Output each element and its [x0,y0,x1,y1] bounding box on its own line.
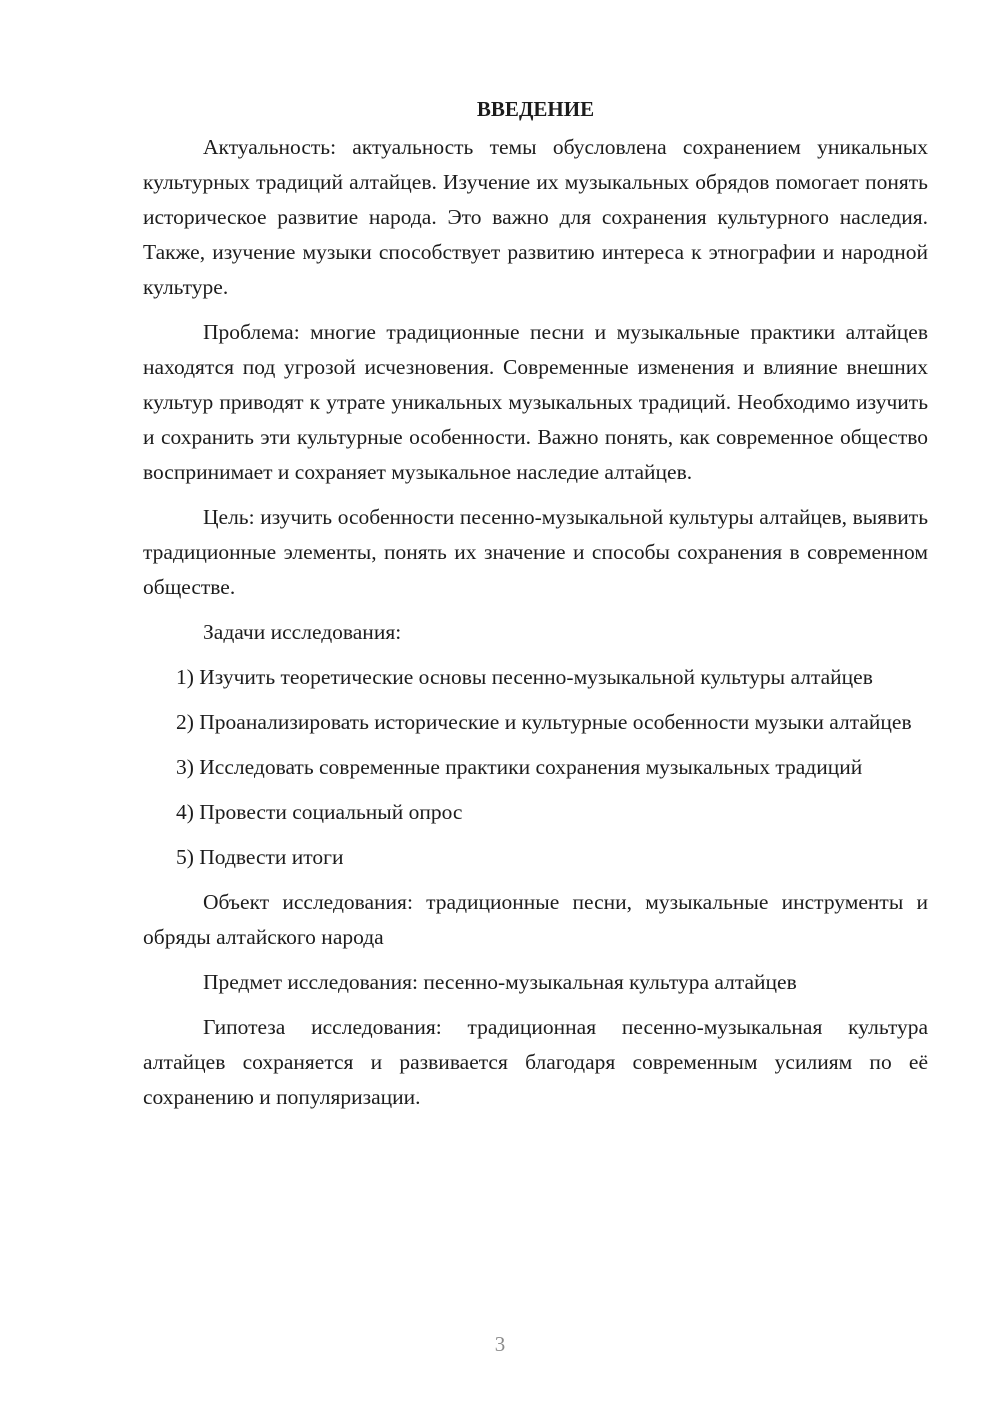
task-item-1: 1) Изучить теоретические основы песенно-музыкальной культуры алтайцев [176,665,873,689]
task-item-4: 4) Провести социальный опрос [176,800,463,824]
problem-paragraph: Проблема: многие традиционные песни и музыкальные практики алтайцев находятся под угрозой исчезновения. Современные изменения и влияние внешних культур приводят к утрате уникальных музыкальных традиций. Необходимо изучить и сохранить эти культурные особенности. Важно понять, как современное общество воспринимает и сохраняет музыкальное наследие алтайцев. [143,320,928,484]
page-content [143,92,928,1125]
relevance-paragraph: Актуальность: актуальность темы обусловлена сохранением уникальных культурных традиций алтайцев. Изучение их музыкальных обрядов помогает понять историческое развитие народа. Это важно для сохранения культурного наследия. Также, изучение музыки способствует развитию интереса к этнографии и народной культуре. [143,135,928,299]
subject-paragraph: Предмет исследования: песенно-музыкальная культура алтайцев [203,970,797,994]
task-item-2: 2) Проанализировать исторические и культурные особенности музыки алтайцев [176,710,912,734]
goal-paragraph: Цель: изучить особенности песенно-музыкальной культуры алтайцев, выявить традиционные элементы, понять их значение и способы сохранения в современном обществе. [143,505,928,599]
task-item-5: 5) Подвести итоги [176,845,344,869]
tasks-heading: Задачи исследования: [203,620,402,644]
task-item-3: 3) Исследовать современные практики сохранения музыкальных традиций [176,755,863,779]
object-paragraph: Объект исследования: традиционные песни, музыкальные инструменты и обряды алтайского народа [143,890,928,949]
hypothesis-paragraph: Гипотеза исследования: традиционная песенно-музыкальная культура алтайцев сохраняется и развивается благодаря современным усилиям по её сохранению и популяризации. [143,1015,928,1109]
page-title: ВВЕДЕНИЕ [476,97,595,121]
page-number: 3 [494,1332,506,1356]
